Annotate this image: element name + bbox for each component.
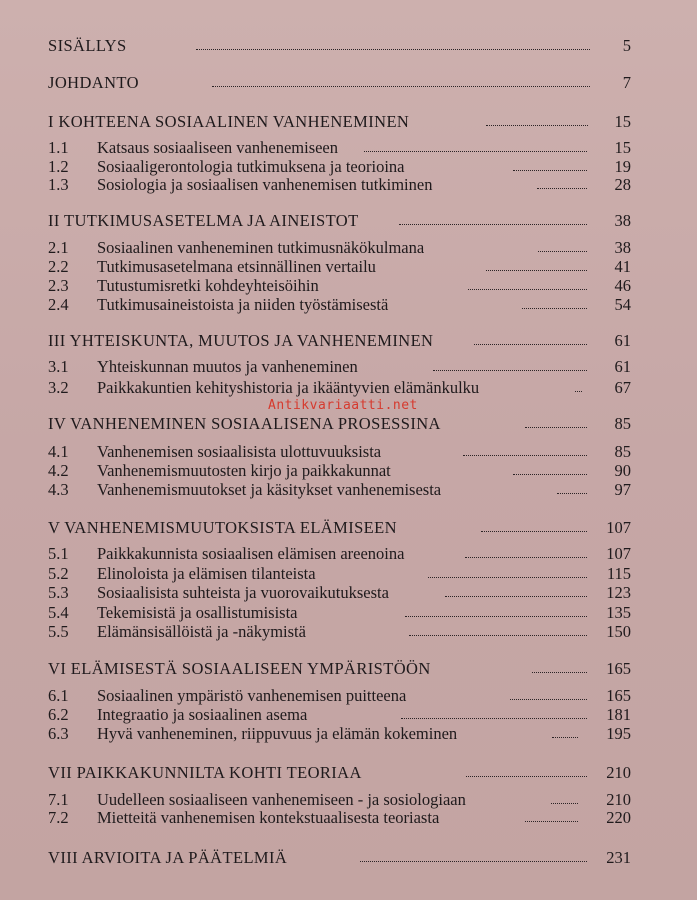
section-title: Paikkakunnista sosiaalisen elämisen areenoina bbox=[97, 544, 405, 563]
toc-section-row bbox=[0, 583, 697, 605]
dot-leader bbox=[465, 557, 587, 558]
page-number: 28 bbox=[614, 175, 631, 194]
chapter-title: VI ELÄMISESTÄ SOSIAALISEEN YMPÄRISTÖÖN bbox=[48, 659, 431, 678]
page-number: 97 bbox=[614, 480, 631, 499]
section-number: 6.3 bbox=[48, 724, 69, 743]
toc-section-row bbox=[0, 622, 697, 644]
toc-section-row bbox=[0, 175, 697, 197]
chapter-title: SISÄLLYS bbox=[48, 36, 127, 55]
toc-section-row bbox=[0, 357, 697, 379]
page-number: 181 bbox=[606, 705, 631, 724]
toc-chapter-row bbox=[0, 659, 697, 681]
section-number: 4.2 bbox=[48, 461, 69, 480]
dot-leader bbox=[196, 49, 590, 50]
page-number: 210 bbox=[606, 790, 631, 809]
section-number: 5.1 bbox=[48, 544, 69, 563]
toc-section-row bbox=[0, 544, 697, 566]
section-number: 2.4 bbox=[48, 295, 69, 314]
toc-section-row bbox=[0, 808, 697, 830]
section-title: Yhteiskunnan muutos ja vanheneminen bbox=[97, 357, 358, 376]
toc-section-row bbox=[0, 295, 697, 317]
section-title: Elinoloista ja elämisen tilanteista bbox=[97, 564, 316, 583]
chapter-title: II TUTKIMUSASETELMA JA AINEISTOT bbox=[48, 211, 359, 230]
dot-leader bbox=[405, 616, 587, 617]
page-number: 123 bbox=[606, 583, 631, 602]
dot-leader bbox=[468, 289, 587, 290]
dot-leader bbox=[513, 170, 587, 171]
chapter-title: VII PAIKKAKUNNILTA KOHTI TEORIAA bbox=[48, 763, 362, 782]
page-number: 195 bbox=[606, 724, 631, 743]
dot-leader bbox=[551, 803, 578, 804]
dot-leader bbox=[522, 308, 587, 309]
section-number: 2.2 bbox=[48, 257, 69, 276]
page-number: 38 bbox=[614, 238, 631, 257]
dot-leader bbox=[486, 270, 587, 271]
toc-section-row bbox=[0, 724, 697, 746]
section-number: 2.1 bbox=[48, 238, 69, 257]
section-title: Vanhenemismuutokset ja käsitykset vanhenemisesta bbox=[97, 480, 442, 499]
dot-leader bbox=[433, 370, 587, 371]
page-number: 90 bbox=[614, 461, 631, 480]
section-title: Uudelleen sosiaaliseen vanhenemiseen - ja sosiologiaan bbox=[97, 790, 466, 809]
page-number: 15 bbox=[614, 138, 631, 157]
page-number: 107 bbox=[606, 544, 631, 563]
section-title: Tutkimusaineistoista ja niiden työstämisestä bbox=[97, 295, 389, 314]
dot-leader bbox=[409, 635, 587, 636]
page-number: 165 bbox=[606, 659, 631, 678]
section-number: 4.3 bbox=[48, 480, 69, 499]
chapter-title: IV VANHENEMINEN SOSIAALISENA PROSESSINA bbox=[48, 414, 441, 433]
dot-leader bbox=[360, 861, 587, 862]
page-number: 15 bbox=[614, 112, 631, 131]
section-title: Hyvä vanheneminen, riippuvuus ja elämän kokeminen bbox=[97, 724, 458, 743]
dot-leader bbox=[537, 188, 587, 189]
page-number: 210 bbox=[606, 763, 631, 782]
toc-section-row bbox=[0, 378, 697, 400]
section-title: Vanhenemisen sosiaalisista ulottuvuuksista bbox=[97, 442, 382, 461]
dot-leader bbox=[525, 821, 578, 822]
page-number: 165 bbox=[606, 686, 631, 705]
section-number: 7.1 bbox=[48, 790, 69, 809]
section-title: Sosiologia ja sosiaalisen vanhenemisen tutkiminen bbox=[97, 175, 433, 194]
section-number: 6.1 bbox=[48, 686, 69, 705]
toc-chapter-row bbox=[0, 763, 697, 785]
toc-chapter-row bbox=[0, 848, 697, 870]
dot-leader bbox=[401, 718, 587, 719]
section-number: 1.2 bbox=[48, 157, 69, 176]
page-number: 46 bbox=[614, 276, 631, 295]
section-title: Paikkakuntien kehityshistoria ja ikääntyvien elämänkulku bbox=[97, 378, 480, 397]
page-number: 135 bbox=[606, 603, 631, 622]
dot-leader bbox=[557, 493, 587, 494]
section-title: Sosiaalinen ympäristö vanhenemisen puitteena bbox=[97, 686, 407, 705]
section-title: Tutkimusasetelmana etsinnällinen vertailu bbox=[97, 257, 376, 276]
page-number: 107 bbox=[606, 518, 631, 537]
section-title: Sosiaalisista suhteista ja vuorovaikutuksesta bbox=[97, 583, 389, 602]
chapter-title: V VANHENEMISMUUTOKSISTA ELÄMISEEN bbox=[48, 518, 397, 537]
section-title: Tutustumisretki kohdeyhteisöihin bbox=[97, 276, 319, 295]
section-title: Katsaus sosiaaliseen vanhenemiseen bbox=[97, 138, 339, 157]
dot-leader bbox=[399, 224, 587, 225]
chapter-title: III YHTEISKUNTA, MUUTOS JA VANHENEMINEN bbox=[48, 331, 434, 350]
page-number: 67 bbox=[614, 378, 631, 397]
page-number: 231 bbox=[606, 848, 631, 867]
section-number: 7.2 bbox=[48, 808, 69, 827]
page-number: 19 bbox=[614, 157, 631, 176]
dot-leader bbox=[364, 151, 587, 152]
dot-leader bbox=[486, 125, 588, 126]
dot-leader bbox=[428, 577, 587, 578]
page-number: 7 bbox=[622, 73, 631, 92]
dot-leader bbox=[463, 455, 587, 456]
page-number: 38 bbox=[614, 211, 631, 230]
page-number: 61 bbox=[614, 331, 631, 350]
dot-leader bbox=[481, 531, 587, 532]
dot-leader bbox=[510, 699, 587, 700]
toc-chapter-row bbox=[0, 331, 697, 353]
dot-leader bbox=[552, 737, 578, 738]
dot-leader bbox=[538, 251, 587, 252]
section-title: Tekemisistä ja osallistumisista bbox=[97, 603, 298, 622]
section-number: 1.1 bbox=[48, 138, 69, 157]
page-number: 85 bbox=[614, 442, 631, 461]
toc-chapter-row bbox=[0, 518, 697, 540]
watermark: Antikvariaatti.net bbox=[268, 398, 418, 413]
dot-leader bbox=[513, 474, 587, 475]
section-number: 3.2 bbox=[48, 378, 69, 397]
page-number: 150 bbox=[606, 622, 631, 641]
chapter-title: VIII ARVIOITA JA PÄÄTELMIÄ bbox=[48, 848, 288, 867]
dot-leader bbox=[525, 427, 587, 428]
page-number: 5 bbox=[622, 36, 631, 55]
dot-leader bbox=[575, 391, 582, 392]
section-number: 5.2 bbox=[48, 564, 69, 583]
dot-leader bbox=[466, 776, 587, 777]
dot-leader bbox=[445, 596, 587, 597]
section-number: 3.1 bbox=[48, 357, 69, 376]
section-number: 4.1 bbox=[48, 442, 69, 461]
toc-chapter-row bbox=[0, 73, 697, 95]
page-number: 54 bbox=[614, 295, 631, 314]
page-number: 41 bbox=[614, 257, 631, 276]
section-number: 5.3 bbox=[48, 583, 69, 602]
chapter-title: I KOHTEENA SOSIAALINEN VANHENEMINEN bbox=[48, 112, 410, 131]
toc-chapter-row bbox=[0, 112, 697, 134]
page-number: 61 bbox=[614, 357, 631, 376]
page-number: 115 bbox=[606, 564, 631, 583]
section-title: Sosiaalinen vanheneminen tutkimusnäkökulmana bbox=[97, 238, 425, 257]
section-number: 5.5 bbox=[48, 622, 69, 641]
dot-leader bbox=[532, 672, 587, 673]
section-title: Sosiaaligerontologia tutkimuksena ja teorioina bbox=[97, 157, 405, 176]
section-number: 1.3 bbox=[48, 175, 69, 194]
section-title: Vanhenemismuutosten kirjo ja paikkakunnat bbox=[97, 461, 391, 480]
page-number: 220 bbox=[606, 808, 631, 827]
section-title: Elämänsisällöistä ja -näkymistä bbox=[97, 622, 306, 641]
page-number: 85 bbox=[614, 414, 631, 433]
section-number: 2.3 bbox=[48, 276, 69, 295]
section-number: 5.4 bbox=[48, 603, 69, 622]
dot-leader bbox=[212, 86, 590, 87]
section-title: Mietteitä vanhenemisen kontekstuaalisesta teoriasta bbox=[97, 808, 440, 827]
section-number: 6.2 bbox=[48, 705, 69, 724]
toc-section-row bbox=[0, 480, 697, 502]
section-title: Integraatio ja sosiaalinen asema bbox=[97, 705, 308, 724]
toc-chapter-row bbox=[0, 211, 697, 233]
toc-chapter-row bbox=[0, 36, 697, 58]
dot-leader bbox=[474, 344, 587, 345]
chapter-title: JOHDANTO bbox=[48, 73, 139, 92]
toc-chapter-row bbox=[0, 414, 697, 436]
